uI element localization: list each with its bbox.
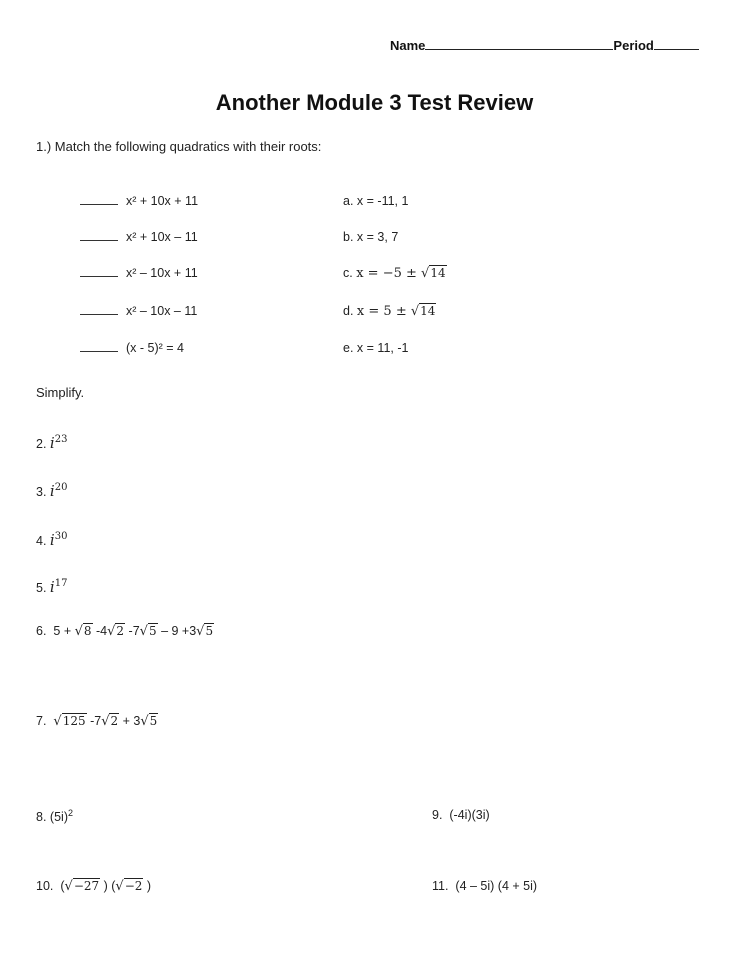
period-blank[interactable]: [654, 37, 699, 50]
page-title: Another Module 3 Test Review: [215, 90, 534, 115]
period-label: Period: [613, 38, 654, 53]
quadratic: x² – 10x – 11: [126, 304, 198, 318]
name-blank[interactable]: [425, 37, 613, 50]
match-row-3: [80, 266, 198, 280]
match-row-4: [80, 304, 197, 318]
quadratic: x² + 10x + 11: [126, 194, 199, 208]
match-row-1: [80, 194, 198, 208]
problem-9: 9. (-4i)(3i): [432, 808, 490, 822]
name-field[interactable]: [390, 37, 699, 53]
problem-2: 2. $i^{23}$: [36, 434, 68, 452]
problem-11: 11. (4 – 5i) (4 + 5i): [432, 879, 538, 893]
root-c: c. x = −5 ± √14: [343, 266, 446, 281]
match-row-5: [80, 341, 184, 355]
problem-6: 6. 5 + √8 -4√2 -7√5 – 9 +3√5: [36, 624, 214, 639]
name-label: Name: [390, 38, 426, 53]
root-a: a. x = -11, 1: [343, 194, 409, 208]
problem-3: 3. $i^{20}$: [36, 482, 68, 500]
answer-blank[interactable]: [80, 230, 118, 241]
root-d: d. x = 5 ± √14: [343, 304, 436, 319]
problem-10: 10. (√−27 ) (√−2 ): [36, 879, 152, 894]
problem-5: 5. $i^{17}$: [36, 578, 68, 596]
answer-blank[interactable]: [80, 194, 118, 205]
problem-8: 8. $(5i)^2$: [36, 808, 73, 825]
root-b: b. x = 3, 7: [343, 230, 399, 244]
answer-blank[interactable]: [80, 341, 118, 352]
simplify-label: Simplify.: [36, 385, 85, 400]
answer-blank[interactable]: [80, 266, 118, 277]
root-e: e. x = 11, -1: [343, 341, 409, 355]
quadratic: x² + 10x – 11: [126, 230, 198, 244]
match-row-2: [80, 230, 198, 244]
q1-prompt: 1.) Match the following quadratics with their roots:: [36, 139, 322, 154]
quadratic: x² – 10x + 11: [126, 266, 198, 280]
problem-4: 4. $i^{30}$: [36, 531, 68, 549]
quadratic: (x - 5)² = 4: [126, 341, 184, 355]
answer-blank[interactable]: [80, 304, 118, 315]
problem-7: 7. √125 -7√2 + 3√5: [36, 714, 158, 729]
